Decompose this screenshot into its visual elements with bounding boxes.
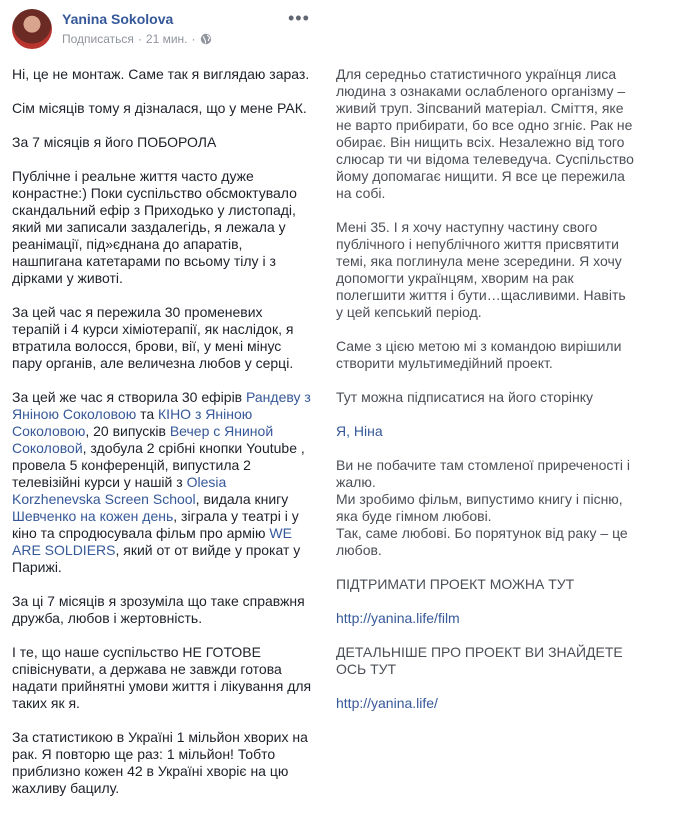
globe-icon[interactable] (200, 33, 212, 45)
link-evening-show[interactable]: Вечер с Яниной Соколовой (12, 423, 274, 456)
paragraph-8: І те, що наше суспільство НЕ ГОТОВЕ співіснувати, а держава не завжди готова надати прийнятні умови життя і лікування для таких як я. (12, 644, 312, 711)
post-meta (62, 32, 212, 46)
paragraph-15b: Ми зробимо фільм, випустимо книгу і пісню, яка буде гімном любові. (336, 491, 623, 524)
more-options-icon[interactable]: ••• (288, 8, 310, 28)
link-we-are-soldiers[interactable]: WE ARE SOLDIERS (12, 525, 292, 558)
paragraph-7: За ці 7 місяців я зрозуміла що таке справжня дружба, любов і жертовність. (12, 593, 305, 626)
paragraph-18: ДЕТАЛЬНІШЕ ПРО ПРОЕКТ ВИ ЗНАЙДЕТЕ ОСЬ ТУТ (336, 644, 623, 677)
paragraph-12: Саме з цією метою мі з командою вирішили створити мультимедійний проект. (336, 338, 622, 371)
link-ya-nina[interactable]: Я, Ніна (336, 423, 383, 439)
text-segment: та (136, 406, 159, 422)
post-text-right-column (336, 66, 636, 729)
paragraph-19 (336, 695, 636, 712)
meta-separator-2: · (191, 32, 196, 46)
text-segment: , зіграла у театрі і у кіно та спродюсувала фільм про армію (12, 508, 299, 541)
text-segment: , видала книгу (195, 491, 289, 507)
post-time[interactable]: 21 мин. (145, 32, 188, 46)
paragraph-11: Мені 35. І я хочу наступну частину свого публічного і непублічного життя присвятити темі, яка поглинула мене зсередини. Я хочу допомогти українцям, хворим на рак полегшити життя і бути…щасливими. Навіть у цей кепський період. (336, 219, 626, 320)
text-segment: , який от от вийде у прокат у Парижі. (12, 542, 301, 575)
link-screen-school[interactable]: Olesia Korzhenevska Screen School (12, 474, 227, 507)
link-rendezvous[interactable]: Рандеву з Яніною Соколовою (12, 389, 311, 422)
link-project-site[interactable]: http://yanina.life/ (336, 695, 438, 711)
paragraph-1: Ні, це не монтаж. Саме так я виглядаю зараз. (12, 66, 310, 82)
link-film[interactable]: http://yanina.life/film (336, 610, 460, 626)
post-header (0, 0, 674, 56)
text-segment: За цей же час я створила 30 ефірів (12, 389, 247, 405)
link-shevchenko-book[interactable]: Шевченко на кожен день (12, 508, 174, 524)
paragraph-14 (336, 423, 636, 440)
paragraph-13: Тут можна підписатися на його сторінку (336, 389, 593, 405)
link-kino[interactable]: КІНО з Яніною Соколовою (12, 406, 253, 439)
paragraph-5: За цей час я пережила 30 променевих терапій і 4 курси хіміотерапії, як наслідок, я втратила волосся, брови, вії, у мені мінус пару органів, але величезна любов у серці. (12, 304, 294, 371)
paragraph-2: Сім місяців тому я дізналася, що у мене РАК. (12, 100, 307, 116)
avatar[interactable] (12, 9, 52, 49)
meta-separator: · (137, 32, 142, 46)
paragraph-10: Для середньо статистичного українця лиса людина з ознаками ослабленого організму – живий труп. Зіпсваний матеріал. Сміття, яке не варто прибирати, бо все одно згніє. Рак не обирає. Він нищить всіх. Незалежно від того слюсар ти чи відома телеведуча. Суспільство йому допомагає нищити. Я все це пережила на собі. (336, 66, 634, 201)
text-segment: , здобула 2 срібні кнопки Youtube , провела 5 конференцій, випустила 2 телевізійні курси у нашій з (12, 440, 305, 490)
paragraph-17 (336, 610, 636, 627)
text-segment: , 20 випусків (85, 423, 170, 439)
paragraph-15a: Ви не побачите там стомленої приреченості і жалю. (336, 457, 630, 490)
author-name[interactable]: Yanina Sokolova (62, 11, 174, 27)
paragraph-3: За 7 місяців я його ПОБОРОЛА (12, 134, 217, 150)
paragraph-9: За статистикою в Україні 1 мільйон хворих на рак. Я повторю ще раз: 1 мільйон! Тобто приблизно кожен 42 в Україні хворіє на цю жахливу бацилу. (12, 729, 308, 796)
paragraph-4: Публічне і реальне життя часто дуже конрастне:) Поки суспільство обсмоктувало скандальний ефір з Приходько у листопаді, який ми записали заздалегідь, я лежала у реанімації, під»єднана до апаратів, нашпигана катетарами по всьому тілу і з дірками у животі. (12, 168, 297, 286)
paragraph-6 (12, 389, 312, 576)
post-text-left-column (12, 66, 312, 814)
subscribe-link[interactable]: Подписаться (62, 32, 134, 46)
paragraph-16: ПІДТРИМАТИ ПРОЕКТ МОЖНА ТУТ (336, 576, 575, 592)
paragraph-15c: Так, саме любові. Бо порятунок від раку – це любов. (336, 525, 628, 558)
